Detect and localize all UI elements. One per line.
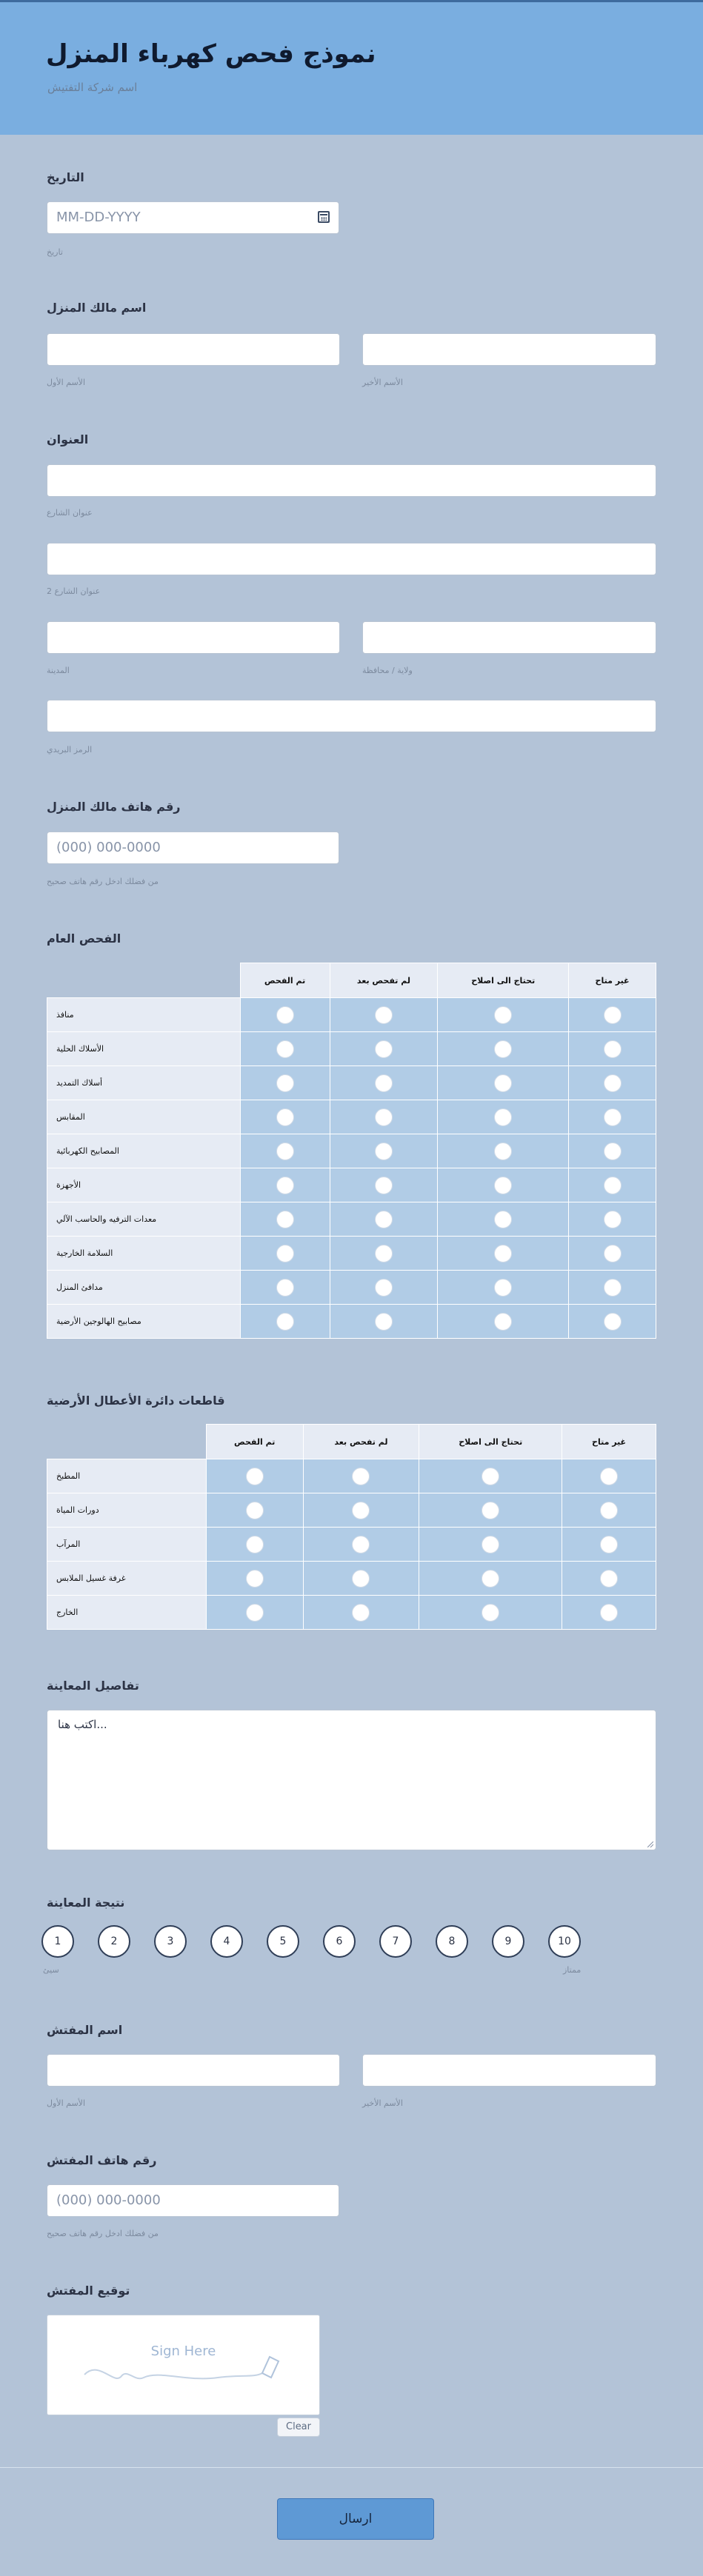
radio-button[interactable] [494,1040,512,1058]
table-row [47,1562,656,1596]
matrix-cell [240,1134,330,1168]
radio-button[interactable] [375,1211,393,1228]
column-header: تحتاج الى اصلاح [438,963,569,998]
radio-button[interactable] [246,1502,264,1519]
radio-button[interactable] [600,1468,618,1485]
sign-here-text: Sign Here [150,2344,216,2359]
matrix-cell [569,1271,656,1305]
row-label: الأجهزة [47,1168,241,1202]
column-header: غير متاح [569,963,656,998]
matrix-cell [330,1134,438,1168]
matrix-cell [569,1134,656,1168]
radio-button[interactable] [604,1313,622,1331]
row-label: معدات الترفيه والحاسب الآلي [47,1202,241,1237]
row-label: أسلاك التمديد [47,1066,241,1100]
matrix-cell [330,1066,438,1100]
radio-button[interactable] [494,1313,512,1331]
table-row [47,1528,656,1562]
street-address-field[interactable] [47,464,656,497]
matrix-cell [240,1202,330,1237]
matrix-cell [240,1066,330,1100]
radio-button[interactable] [482,1502,499,1519]
rating-option[interactable]: 7 [379,1925,412,1958]
radio-button[interactable] [494,1074,512,1092]
matrix-cell [330,1032,438,1066]
owner-name-label: اسم مالك المنزل [47,301,147,315]
result-label: نتيجة المعاينة [47,1896,125,1910]
radio-button[interactable] [276,1211,294,1228]
inspector-last-hint: الأسم الأخير [362,2098,403,2108]
row-label: الأسلاك الحلية [47,1032,241,1066]
column-header: لم تفحص بعد [303,1425,419,1459]
radio-button[interactable] [494,1108,512,1126]
matrix-cell [562,1528,656,1562]
city-field[interactable] [47,621,340,654]
radio-button[interactable] [352,1570,370,1588]
table-row [47,998,656,1032]
column-header: غير متاح [562,1425,656,1459]
column-header: تحتاج الى اصلاح [419,1425,562,1459]
matrix-cell [438,1237,569,1271]
matrix-cell [330,1237,438,1271]
radio-button[interactable] [375,1313,393,1331]
matrix-cell [240,1305,330,1339]
matrix-cell [419,1528,562,1562]
matrix-cell [438,1066,569,1100]
radio-button[interactable] [276,1177,294,1194]
matrix-cell [206,1596,303,1630]
matrix-cell [438,1032,569,1066]
table-row [47,1032,656,1066]
radio-button[interactable] [600,1536,618,1553]
radio-button[interactable] [604,1006,622,1024]
calendar-icon[interactable] [318,211,330,223]
matrix-cell [569,1305,656,1339]
rating-option[interactable]: 5 [267,1925,299,1958]
matrix-cell [569,998,656,1032]
street2-hint: عنوان الشارع 2 [47,586,101,596]
matrix-cell [419,1562,562,1596]
signature-pen-icon [47,2315,319,2415]
matrix-cell [438,1202,569,1237]
radio-button[interactable] [482,1468,499,1485]
rating-option[interactable]: 1 [41,1925,74,1958]
matrix-cell [330,1305,438,1339]
radio-button[interactable] [604,1143,622,1160]
form-subtitle: اسم شركة التفتيش [47,81,138,94]
matrix-cell [240,1237,330,1271]
matrix-cell [569,1066,656,1100]
inspector-name-label: اسم المفتش [47,2023,123,2037]
matrix-cell [303,1493,419,1528]
inspector-phone-hint: من فضلك ادخل رقم هاتف صحيح [47,2229,159,2238]
radio-button[interactable] [375,1143,393,1160]
city-hint: المدينة [47,666,70,675]
matrix-cell [303,1459,419,1493]
matrix-cell [240,1100,330,1134]
inspector-phone-label: رقم هاتف المفتش [47,2153,157,2167]
row-label: مدافئ المنزل [47,1271,241,1305]
matrix-cell [206,1459,303,1493]
radio-button[interactable] [276,1143,294,1160]
general-inspection-matrix [47,963,656,1339]
submit-button[interactable]: ارسال [277,2498,434,2540]
radio-button[interactable] [276,1313,294,1331]
owner-phone-label: رقم هاتف مالك المنزل [47,800,181,814]
rating-option[interactable]: 4 [210,1925,243,1958]
matrix-cell [438,1168,569,1202]
radio-button[interactable] [352,1604,370,1622]
matrix-cell [438,1305,569,1339]
radio-button[interactable] [494,1279,512,1297]
table-row [47,1100,656,1134]
radio-button[interactable] [246,1570,264,1588]
radio-button[interactable] [494,1211,512,1228]
radio-button[interactable] [375,1074,393,1092]
owner-last-name-field[interactable] [362,333,656,366]
date-input[interactable] [47,201,339,234]
owner-last-hint: الأسم الأخير [362,378,403,387]
inspector-last-name-field[interactable] [362,2054,656,2087]
street1-hint: عنوان الشارع [47,508,93,518]
zip-field[interactable] [47,700,656,732]
table-row [47,1305,656,1339]
matrix-cell [419,1493,562,1528]
scale-low-label: سيئ [43,1965,59,1975]
column-header: تم الفحص [206,1425,303,1459]
column-header: لم تفحص بعد [330,963,438,998]
matrix-cell [562,1493,656,1528]
matrix-cell [206,1562,303,1596]
matrix-cell [569,1032,656,1066]
radio-button[interactable] [604,1245,622,1262]
row-label: المطبخ [47,1459,207,1493]
row-label: المرآب [47,1528,207,1562]
table-row [47,1168,656,1202]
row-label: المصابيح الكهربائية [47,1134,241,1168]
radio-button[interactable] [494,1177,512,1194]
state-field[interactable] [362,621,656,654]
matrix-cell [330,998,438,1032]
table-row [47,1237,656,1271]
radio-button[interactable] [375,1279,393,1297]
matrix-cell [438,1271,569,1305]
date-hint: تاريخ [47,247,63,257]
radio-button[interactable] [352,1502,370,1519]
radio-button[interactable] [604,1279,622,1297]
matrix-cell [330,1271,438,1305]
radio-button[interactable] [352,1536,370,1553]
matrix-cell [438,1100,569,1134]
matrix-cell [438,998,569,1032]
matrix-cell [303,1562,419,1596]
matrix-cell [562,1459,656,1493]
radio-button[interactable] [600,1570,618,1588]
radio-button[interactable] [352,1468,370,1485]
matrix-cell [419,1459,562,1493]
owner-first-name-field[interactable] [47,333,340,366]
radio-button[interactable] [494,1245,512,1262]
resize-grip-icon[interactable] [647,1841,653,1847]
matrix-corner [47,1425,207,1459]
zip-hint: الرمز البريدي [47,745,93,755]
table-row [47,1066,656,1100]
form-header [0,0,703,135]
matrix-corner [47,963,241,998]
rating-option[interactable]: 2 [98,1925,130,1958]
rating-option[interactable]: 8 [436,1925,468,1958]
details-label: تفاصيل المعاينة [47,1679,139,1693]
table-row [47,1271,656,1305]
radio-button[interactable] [600,1604,618,1622]
matrix-cell [562,1562,656,1596]
gfci-label: قاطعات دائرة الأعطال الأرضية [47,1394,225,1408]
matrix-cell [330,1202,438,1237]
matrix-cell [303,1528,419,1562]
column-header: تم الفحص [240,963,330,998]
radio-button[interactable] [600,1502,618,1519]
inspector-phone-field[interactable] [47,2184,339,2217]
matrix-cell [419,1596,562,1630]
radio-button[interactable] [604,1177,622,1194]
date-placeholder: MM-DD-YYYY [56,210,141,225]
details-placeholder: اكتب هنا... [58,1718,107,1731]
radio-button[interactable] [494,1143,512,1160]
owner-phone-placeholder: (000) 000-0000 [56,840,161,855]
owner-phone-hint: من فضلك ادخل رقم هاتف صحيح [47,877,159,886]
radio-button[interactable] [246,1536,264,1553]
table-row [47,1459,656,1493]
radio-button[interactable] [276,1279,294,1297]
matrix-cell [206,1528,303,1562]
radio-button[interactable] [375,1177,393,1194]
radio-button[interactable] [604,1040,622,1058]
inspector-first-name-field[interactable] [47,2054,340,2087]
table-row [47,1202,656,1237]
table-row [47,1134,656,1168]
row-label: المقابس [47,1100,241,1134]
radio-button[interactable] [375,1006,393,1024]
radio-button[interactable] [482,1604,499,1622]
owner-phone-field[interactable] [47,832,339,864]
gfci-matrix [47,1424,656,1630]
row-label: مصابيح الهالوجين الأرضية [47,1305,241,1339]
row-label: دورات المياة [47,1493,207,1528]
matrix-cell [330,1100,438,1134]
radio-button[interactable] [482,1570,499,1588]
rating-option[interactable]: 3 [154,1925,187,1958]
radio-button[interactable] [246,1604,264,1622]
radio-button[interactable] [276,1074,294,1092]
owner-first-hint: الأسم الأول [47,378,85,387]
radio-button[interactable] [482,1536,499,1553]
form-footer [0,2467,703,2576]
table-row [47,1596,656,1630]
matrix-cell [240,998,330,1032]
signature-label: توقيع المفتش [47,2284,130,2298]
rating-option[interactable]: 9 [492,1925,524,1958]
row-label: السلامة الخارجية [47,1237,241,1271]
row-label: منافذ [47,998,241,1032]
row-label: الخارج [47,1596,207,1630]
radio-button[interactable] [604,1074,622,1092]
details-textarea[interactable] [47,1710,656,1850]
matrix-cell [569,1202,656,1237]
state-hint: ولاية / محافظة [362,666,413,675]
table-row [47,1493,656,1528]
form-title: نموذج فحص كهرباء المنزل [46,39,376,69]
matrix-cell [562,1596,656,1630]
matrix-cell [569,1237,656,1271]
row-label: غرفة غسيل الملابس [47,1562,207,1596]
radio-button[interactable] [375,1245,393,1262]
radio-button[interactable] [276,1245,294,1262]
radio-button[interactable] [494,1006,512,1024]
inspector-first-hint: الأسم الأول [47,2098,85,2108]
matrix-cell [206,1493,303,1528]
matrix-cell [569,1168,656,1202]
matrix-cell [240,1032,330,1066]
radio-button[interactable] [276,1040,294,1058]
radio-button[interactable] [276,1006,294,1024]
matrix-cell [240,1271,330,1305]
radio-button[interactable] [604,1211,622,1228]
address-label: العنوان [47,432,89,446]
clear-signature-button[interactable]: Clear [277,2418,320,2437]
matrix-cell [330,1168,438,1202]
date-label: التاريخ [47,170,84,184]
matrix-cell [240,1168,330,1202]
radio-button[interactable] [604,1108,622,1126]
matrix-cell [303,1596,419,1630]
scale-high-label: ممتاز [563,1965,582,1975]
inspector-phone-placeholder: (000) 000-0000 [56,2192,161,2208]
rating-option[interactable]: 6 [323,1925,356,1958]
general-inspection-label: الفحص العام [47,931,121,946]
radio-button[interactable] [276,1108,294,1126]
street-address-2-field[interactable] [47,543,656,575]
radio-button[interactable] [375,1040,393,1058]
matrix-cell [569,1100,656,1134]
signature-pad[interactable] [47,2315,320,2415]
rating-option[interactable]: 10 [548,1925,581,1958]
matrix-cell [438,1134,569,1168]
radio-button[interactable] [375,1108,393,1126]
radio-button[interactable] [246,1468,264,1485]
